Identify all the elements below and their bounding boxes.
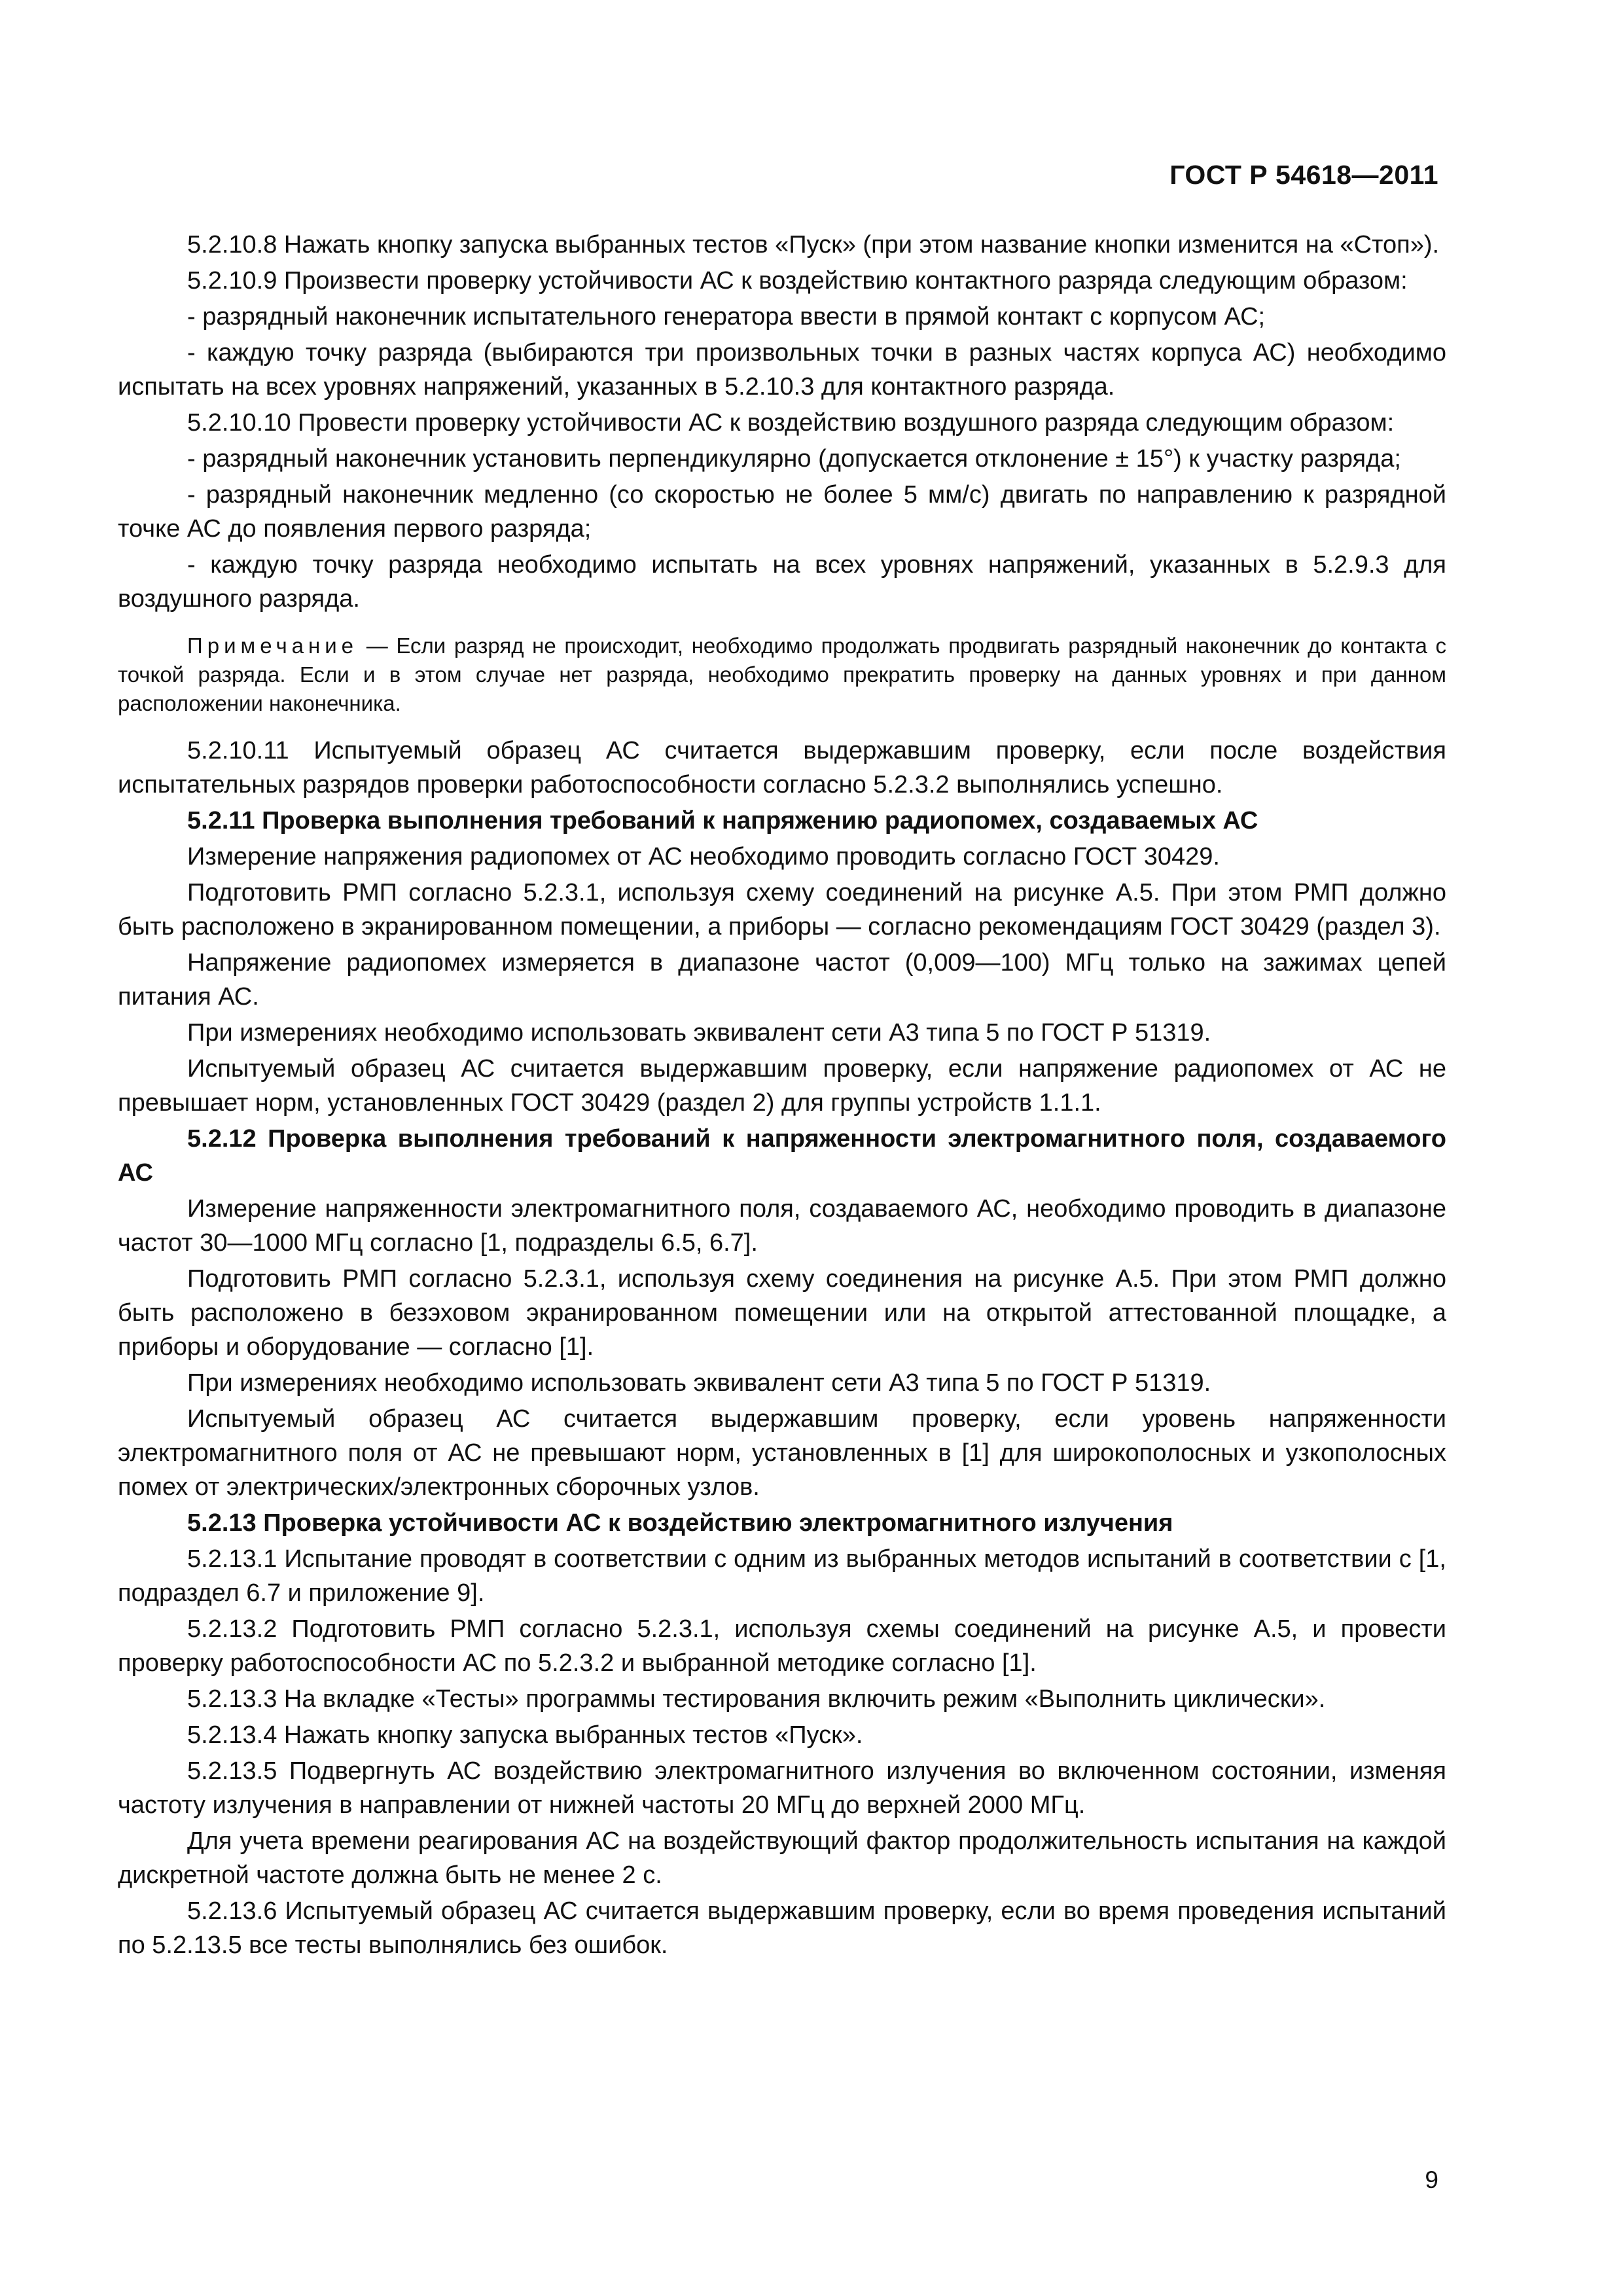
paragraph-5-2-11-1: Измерение напряжения радиопомех от АС необходимо проводить согласно ГОСТ 30429. [187,843,1220,870]
paragraph-5-2-13-1: 5.2.13.1 Испытание проводят в соответствии с одним из выбранных методов испытаний в соответствии с [1, подраздел 6.7 и приложение 9]. [118,1545,1446,1607]
paragraph-5-2-11-4: При измерениях необходимо использовать эквивалент сети А3 типа 5 по ГОСТ Р 51319. [187,1019,1211,1047]
list-item-contact-points: - каждую точку разряда (выбираются три произвольных точки в разных частях корпуса АС) необходимо испытать на всех уровнях напряжений, указанных в 5.2.10.3 для контактного разряда. [118,339,1446,401]
paragraph-5-2-10-10: 5.2.10.10 Провести проверку устойчивости АС к воздействию воздушного разряда следующим образом: [187,409,1395,437]
heading-5-2-11: 5.2.11 Проверка выполнения требований к напряжению радиопомех, создаваемых АС [187,807,1258,834]
paragraph-5-2-12-2: Подготовить РМП согласно 5.2.3.1, используя схему соединения на рисунке А.5. При этом РМП должно быть расположено в безэховом экранированном помещении или на открытой аттестованной площадке, а приборы и оборудование — согласно [1]. [118,1265,1446,1361]
paragraph-5-2-11-3: Напряжение радиопомех измеряется в диапазоне частот (0,009—100) МГц только на зажимах цепей питания АС. [118,949,1446,1011]
note [118,632,1446,718]
list-item-contact-tip: - разрядный наконечник испытательного генератора ввести в прямой контакт с корпусом АС; [187,303,1266,331]
paragraph-5-2-13-3: 5.2.13.3 На вкладке «Тесты» программы тестирования включить режим «Выполнить циклически». [187,1685,1326,1713]
note-label: Примечание [187,634,359,658]
paragraph-5-2-10-8: 5.2.10.8 Нажать кнопку запуска выбранных тестов «Пуск» (при этом название кнопки изменится на «Стоп»). [187,231,1440,259]
paragraph-5-2-11-5: Испытуемый образец АС считается выдержавшим проверку, если напряжение радиопомех от АС не превышает норм, установленных ГОСТ 30429 (раздел 2) для группы устройств 1.1.1. [118,1055,1446,1117]
paragraph-5-2-10-11: 5.2.10.11 Испытуемый образец АС считается выдержавшим проверку, если после воздействия испытательных разрядов проверки работоспособности согласно 5.2.3.2 выполнялись успешно. [118,737,1446,798]
page-number: 9 [1425,2166,1438,2193]
paragraph-5-2-11-2: Подготовить РМП согласно 5.2.3.1, используя схему соединений на рисунке А.5. При этом РМП должно быть расположено в экранированном помещении, а приборы — согласно рекомендациям ГОСТ 30429 (раздел 3). [118,879,1446,941]
list-item-air-approach: - разрядный наконечник медленно (со скоростью не более 5 мм/с) двигать по направлению к разрядной точке АС до появления первого разряда; [118,481,1446,543]
paragraph-5-2-12-4: Испытуемый образец АС считается выдержавшим проверку, если уровень напряженности электромагнитного поля от АС не превышают норм, установленных в [1] для широкополосных и узкополосных помех от электрических/электронных сборочных узлов. [118,1405,1446,1501]
heading-5-2-12: 5.2.12 Проверка выполнения требований к напряженности электромагнитного поля, создаваемого АС [118,1125,1446,1187]
list-item-air-points: - каждую точку разряда необходимо испытать на всех уровнях напряжений, указанных в 5.2.9.3 для воздушного разряда. [118,551,1446,613]
heading-5-2-13: 5.2.13 Проверка устойчивости АС к воздействию электромагнитного излучения [187,1509,1173,1537]
paragraph-5-2-13-2: 5.2.13.2 Подготовить РМП согласно 5.2.3.1, используя схемы соединений на рисунке А.5, и провести проверку работоспособности АС по 5.2.3.2 и выбранной методике согласно [1]. [118,1615,1446,1677]
paragraph-5-2-13-6: 5.2.13.6 Испытуемый образец АС считается выдержавшим проверку, если во время проведения испытаний по 5.2.13.5 все тесты выполнялись без ошибок. [118,1897,1446,1959]
paragraph-5-2-13-5-note: Для учета времени реагирования АС на воздействующий фактор продолжительность испытания на каждой дискретной частоте должна быть не менее 2 с. [118,1827,1446,1889]
list-item-air-perpendicular: - разрядный наконечник установить перпендикулярно (допускается отклонение ± 15°) к участку разряда; [187,445,1401,473]
paragraph-5-2-12-3: При измерениях необходимо использовать эквивалент сети А3 типа 5 по ГОСТ Р 51319. [187,1369,1211,1397]
note-text: — Если разряд не происходит, необходимо продолжать продвигать разрядный наконечник до контакта с точкой разряда. Если и в этом случае нет разряда, необходимо прекратить проверку на данных уровнях и при данном расположении наконечника. [118,634,1446,715]
paragraph-5-2-10-9: 5.2.10.9 Произвести проверку устойчивости АС к воздействию контактного разряда следующим образом: [187,267,1408,295]
paragraph-5-2-13-5: 5.2.13.5 Подвергнуть АС воздействию электромагнитного излучения во включенном состоянии, изменяя частоту излучения в направлении от нижней частоты 20 МГц до верхней 2000 МГц. [118,1757,1446,1819]
paragraph-5-2-12-1: Измерение напряженности электромагнитного поля, создаваемого АС, необходимо проводить в диапазоне частот 30—1000 МГц согласно [1, подразделы 6.5, 6.7]. [118,1195,1446,1257]
page-content [118,228,1446,1964]
paragraph-5-2-13-4: 5.2.13.4 Нажать кнопку запуска выбранных тестов «Пуск». [187,1721,863,1749]
document-id-header: ГОСТ Р 54618—2011 [1169,160,1438,190]
